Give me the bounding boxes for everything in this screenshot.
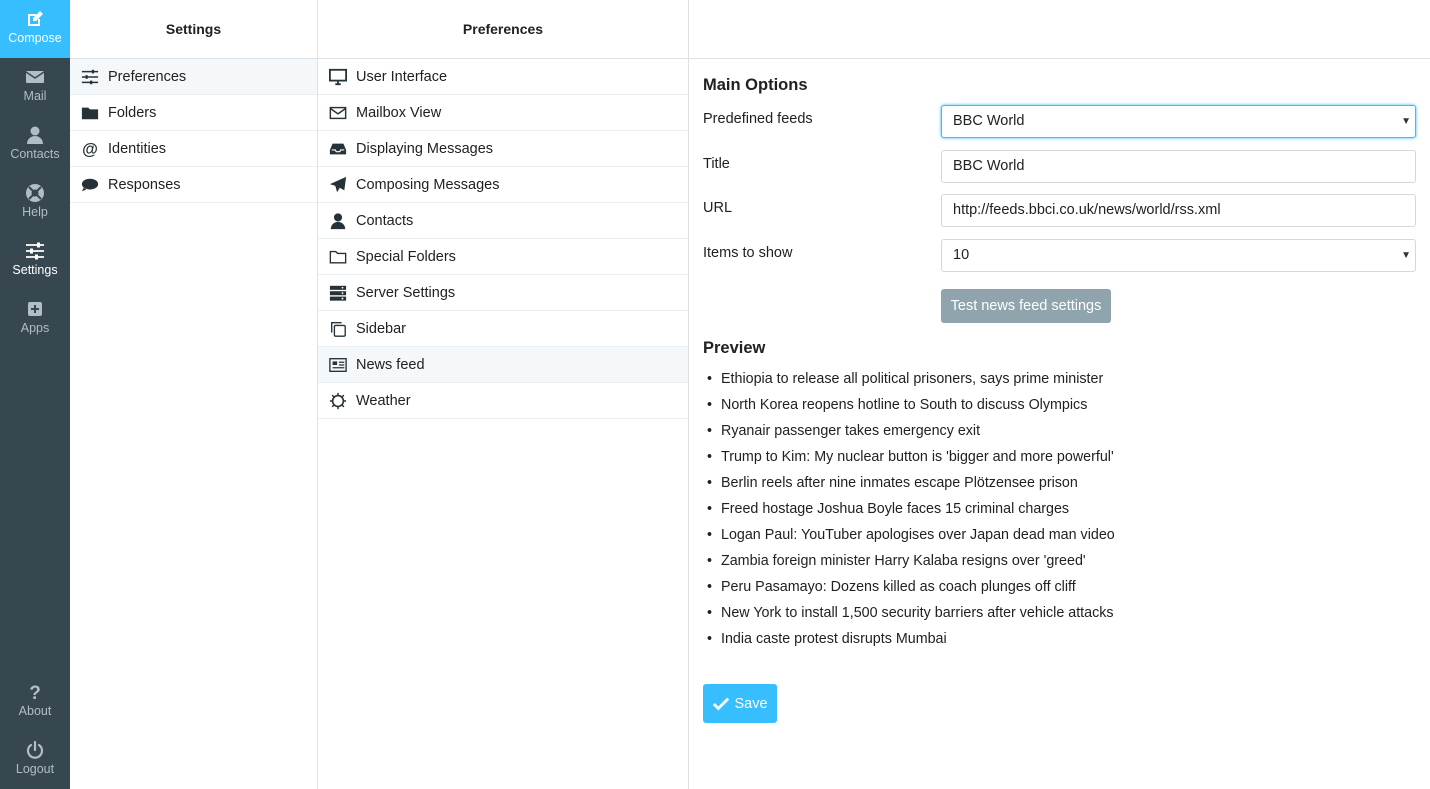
list-item: • Berlin reels after nine inmates escape Plötzensee prison xyxy=(721,470,1115,496)
apps-button[interactable] xyxy=(0,290,70,348)
items-to-show-value: 10 xyxy=(953,247,970,263)
at-icon xyxy=(80,139,100,159)
compose-icon xyxy=(25,9,45,29)
pref-item-label: Weather xyxy=(356,392,411,409)
settings-item-identities[interactable] xyxy=(70,131,317,167)
pref-item-news-feed[interactable] xyxy=(318,347,688,383)
mail-button[interactable] xyxy=(0,58,70,116)
url-input[interactable] xyxy=(941,194,1416,227)
envelope-icon xyxy=(328,103,348,123)
plus-square-icon xyxy=(25,299,45,319)
save-label: Save xyxy=(734,695,768,712)
pref-item-composing-messages[interactable] xyxy=(318,167,688,203)
svg-text:?: ? xyxy=(29,683,41,702)
list-item: • India caste protest disrupts Mumbai xyxy=(721,626,1115,652)
preview-title: Preview xyxy=(703,339,766,357)
folder-icon xyxy=(80,103,100,123)
sliders-icon xyxy=(25,241,45,261)
help-label: Help xyxy=(22,205,48,219)
settings-item-folders[interactable] xyxy=(70,95,317,131)
list-item: • Freed hostage Joshua Boyle faces 15 criminal charges xyxy=(721,496,1115,522)
help-button[interactable] xyxy=(0,174,70,232)
settings-column xyxy=(70,0,318,789)
pref-item-server-settings[interactable] xyxy=(318,275,688,311)
title-label: Title xyxy=(703,156,730,172)
checkmark-icon xyxy=(712,695,730,713)
main-options-title: Main Options xyxy=(703,76,808,94)
mail-icon xyxy=(25,67,45,87)
folder-outline-icon xyxy=(328,247,348,267)
pref-item-mailbox-view[interactable] xyxy=(318,95,688,131)
monitor-icon xyxy=(328,67,348,87)
pref-item-label: Composing Messages xyxy=(356,176,500,193)
items-to-show-select[interactable] xyxy=(941,239,1416,272)
list-item: • Ryanair passenger takes emergency exit xyxy=(721,418,1115,444)
save-button[interactable] xyxy=(703,684,777,723)
copy-icon xyxy=(328,319,348,339)
apps-label: Apps xyxy=(20,321,50,335)
pref-item-label: Special Folders xyxy=(356,248,456,265)
settings-item-label: Folders xyxy=(108,104,157,121)
news-feed-settings-panel xyxy=(689,0,1430,789)
url-label: URL xyxy=(703,200,733,216)
logout-button[interactable] xyxy=(0,731,70,789)
user-icon xyxy=(328,211,348,231)
pref-item-special-folders[interactable] xyxy=(318,239,688,275)
about-label: About xyxy=(18,704,52,718)
inbox-icon xyxy=(328,139,348,159)
url-value: http://feeds.bbci.co.uk/news/world/rss.xml xyxy=(953,202,1221,218)
items-to-show-label: Items to show xyxy=(703,245,793,261)
pref-item-label: Mailbox View xyxy=(356,104,442,121)
settings-item-label: Preferences xyxy=(108,68,187,85)
predefined-feeds-label: Predefined feeds xyxy=(703,111,813,127)
pref-item-label: Server Settings xyxy=(356,284,456,301)
compose-button[interactable] xyxy=(0,0,70,58)
chevron-down-icon: ▼ xyxy=(1401,116,1411,127)
contacts-button[interactable] xyxy=(0,116,70,174)
panel-header xyxy=(689,0,1430,59)
settings-header: Settings xyxy=(70,0,317,59)
title-value: BBC World xyxy=(953,158,1025,174)
pref-item-user-interface[interactable] xyxy=(318,59,688,95)
settings-button[interactable] xyxy=(0,232,70,290)
lifebuoy-icon xyxy=(25,183,45,203)
settings-label: Settings xyxy=(12,263,58,277)
person-icon xyxy=(25,125,45,145)
paper-plane-icon xyxy=(328,175,348,195)
svg-text:@: @ xyxy=(82,139,98,158)
app-rail xyxy=(0,0,70,789)
pref-item-label: Contacts xyxy=(356,212,414,229)
settings-item-label: Responses xyxy=(108,176,181,193)
predefined-feeds-select[interactable] xyxy=(941,105,1416,138)
sliders-icon xyxy=(80,67,100,87)
speech-bubble-icon xyxy=(80,175,100,195)
settings-item-responses[interactable] xyxy=(70,167,317,203)
list-item: • New York to install 1,500 security barriers after vehicle attacks xyxy=(721,600,1115,626)
compose-label: Compose xyxy=(8,31,62,45)
pref-item-label: Sidebar xyxy=(356,320,406,337)
contacts-label: Contacts xyxy=(10,147,60,161)
list-item: • Peru Pasamayo: Dozens killed as coach plunges off cliff xyxy=(721,574,1115,600)
logout-label: Logout xyxy=(15,762,55,776)
settings-item-label: Identities xyxy=(108,140,167,157)
list-item: • Logan Paul: YouTuber apologises over Japan dead man video xyxy=(721,522,1115,548)
list-item: • Trump to Kim: My nuclear button is 'bigger and more powerful' xyxy=(721,444,1115,470)
preferences-header: Preferences xyxy=(318,0,688,59)
list-item: • North Korea reopens hotline to South to discuss Olympics xyxy=(721,392,1115,418)
preview-list xyxy=(721,366,1115,652)
chevron-down-icon: ▼ xyxy=(1401,250,1411,261)
pref-item-weather[interactable] xyxy=(318,383,688,419)
pref-item-contacts[interactable] xyxy=(318,203,688,239)
preferences-column xyxy=(318,0,689,789)
list-item: • Zambia foreign minister Harry Kalaba resigns over 'greed' xyxy=(721,548,1115,574)
question-icon xyxy=(25,682,45,702)
settings-item-preferences[interactable] xyxy=(70,59,317,95)
predefined-feeds-value: BBC World xyxy=(953,113,1025,129)
pref-item-label: Displaying Messages xyxy=(356,140,494,157)
about-button[interactable] xyxy=(0,673,70,731)
pref-item-displaying-messages[interactable] xyxy=(318,131,688,167)
server-icon xyxy=(328,283,348,303)
pref-item-label: User Interface xyxy=(356,68,448,85)
newspaper-icon xyxy=(328,355,348,375)
list-item: • Ethiopia to release all political prisoners, says prime minister xyxy=(721,366,1115,392)
power-icon xyxy=(25,740,45,760)
test-news-feed-button[interactable]: Test news feed settings xyxy=(941,289,1111,323)
pref-item-label: News feed xyxy=(356,356,425,373)
pref-item-sidebar[interactable] xyxy=(318,311,688,347)
title-input[interactable] xyxy=(941,150,1416,183)
sun-icon xyxy=(328,391,348,411)
mail-label: Mail xyxy=(23,89,47,103)
